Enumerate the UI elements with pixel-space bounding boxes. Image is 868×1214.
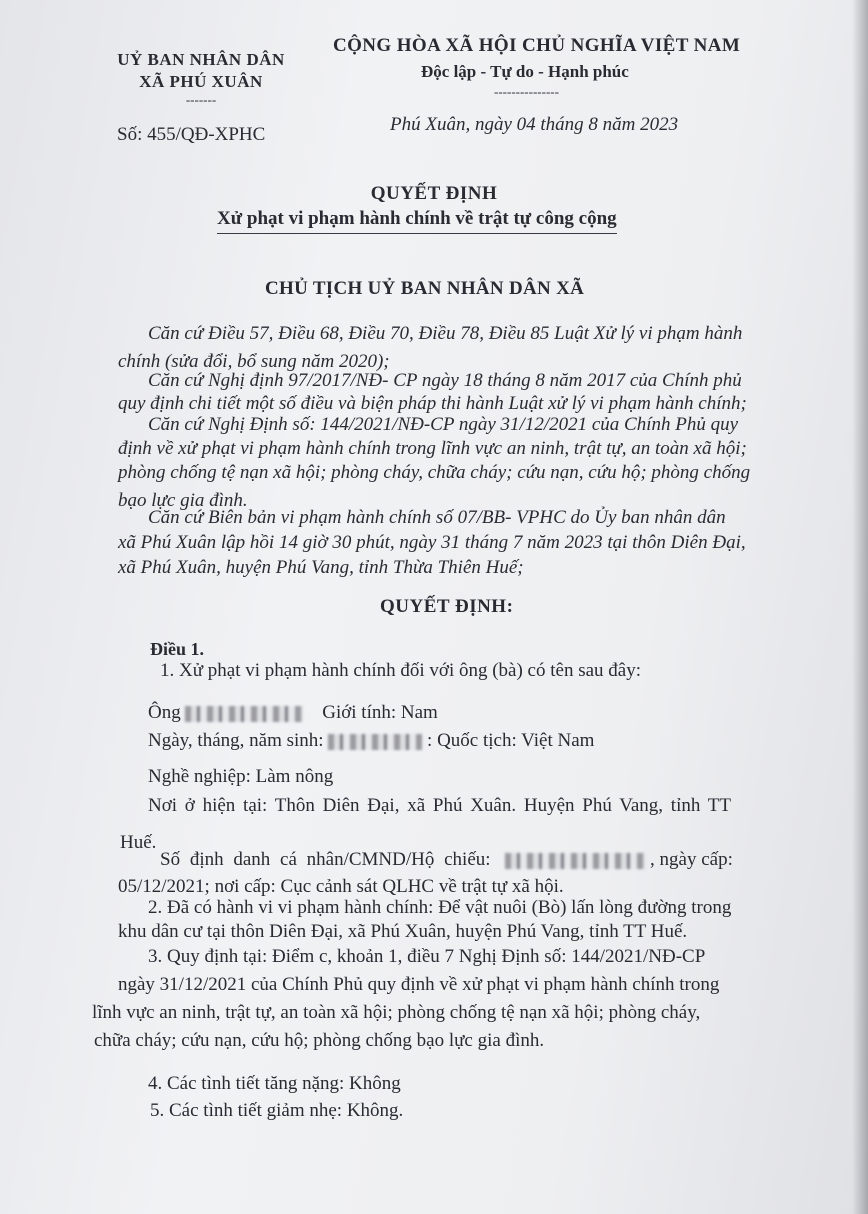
article-item-4: 4. Các tình tiết tăng nặng: Không [148, 1073, 401, 1094]
document-subtitle [217, 208, 617, 230]
document-heading: QUYẾT ĐỊNH [370, 183, 498, 204]
id-issue-line: 05/12/2021; nơi cấp: Cục cảnh sát QLHC về trật tự xã hội. [118, 876, 564, 897]
preamble-line: Căn cứ Điều 57, Điều 68, Điều 70, Điều 78, Điều 85 Luật Xử lý vi phạm hành [148, 323, 743, 344]
person-name-line [148, 702, 438, 724]
authority-heading: CHỦ TỊCH UỶ BAN NHÂN DÂN XÃ [265, 278, 585, 299]
redacted-dob [328, 734, 422, 750]
nationality: : Quốc tịch: Việt Nam [427, 730, 595, 751]
preamble-line: xã Phú Xuân, huyện Phú Vang, tỉnh Thừa Thiên Huế; [118, 557, 524, 578]
preamble-line: quy định chi tiết một số điều và biện pháp thi hành Luật xử lý vi phạm hành chính; [118, 393, 747, 414]
id-line [160, 849, 733, 871]
name-prefix: Ông [148, 702, 181, 723]
article-item-3-line4: chữa cháy; cứu nạn, cứu hộ; phòng chống bạo lực gia đình. [94, 1030, 545, 1051]
issuing-org-line2: XÃ PHÚ XUÂN [139, 72, 263, 91]
decision-date: Phú Xuân, ngày 04 tháng 8 năm 2023 [390, 114, 679, 135]
article-item-3-line2: ngày 31/12/2021 của Chính Phủ quy định về xử phạt vi phạm hành chính trong [118, 974, 720, 995]
gender: Giới tính: Nam [322, 702, 438, 723]
national-title: CỘNG HÒA XÃ HỘI CHỦ NGHĨA VIỆT NAM [333, 35, 741, 56]
redacted-id-number [505, 853, 645, 869]
article-item-3-line1: 3. Quy định tại: Điểm c, khoản 1, điều 7 Nghị Định số: 144/2021/NĐ-CP [148, 946, 706, 967]
document-subtitle-text: Xử phạt vi phạm hành chính về trật tự công cộng [217, 208, 617, 234]
national-motto-divider: --------------- [494, 84, 559, 99]
preamble-line: chính (sửa đổi, bổ sung năm 2020); [118, 351, 390, 372]
issuing-org-divider: ------- [185, 92, 217, 107]
article-label: Điều 1. [150, 639, 204, 659]
preamble-line: Căn cứ Biên bản vi phạm hành chính số 07/BB- VPHC do Ủy ban nhân dân [148, 507, 726, 528]
article-item-1: 1. Xử phạt vi phạm hành chính đối với ông (bà) có tên sau đây: [160, 660, 641, 681]
preamble-line: phòng chống tệ nạn xã hội; phòng cháy, chữa cháy; cứu nạn, cứu hộ; phòng chống [118, 462, 751, 483]
birth-nationality-line [148, 730, 594, 752]
national-motto: Độc lập - Tự do - Hạnh phúc [421, 62, 629, 81]
residence-line2: Huế. [120, 832, 157, 853]
article-item-2-line2: khu dân cư tại thôn Diên Đại, xã Phú Xuân, huyện Phú Vang, tỉnh TT Huế. [118, 921, 688, 942]
article-item-3-line3: lĩnh vực an ninh, trật tự, an toàn xã hội; phòng chống tệ nạn xã hội; phòng cháy, [92, 1002, 701, 1023]
article-item-2-line1: 2. Đã có hành vi vi phạm hành chính: Để vật nuôi (Bò) lấn lòng đường trong [148, 897, 732, 918]
preamble-line: bạo lực gia đình. [118, 490, 248, 511]
preamble-line: xã Phú Xuân lập hồi 14 giờ 30 phút, ngày 31 tháng 7 năm 2023 tại thôn Diên Đại, [118, 532, 746, 553]
article-item-5: 5. Các tình tiết giảm nhẹ: Không. [150, 1100, 404, 1121]
redacted-name [185, 706, 303, 722]
id-label: Số định danh cá nhân/CMND/Hộ chiếu: [160, 849, 491, 870]
issuing-org-line1: UỶ BAN NHÂN DÂN [117, 50, 285, 69]
preamble-line: Căn cứ Nghị Định số: 144/2021/NĐ-CP ngày 31/12/2021 của Chính Phủ quy [148, 414, 739, 435]
id-issue-label: , ngày cấp: [650, 849, 733, 870]
dob-label: Ngày, tháng, năm sinh: [148, 730, 324, 751]
preamble-line: Căn cứ Nghị định 97/2017/NĐ- CP ngày 18 tháng 8 năm 2017 của Chính phủ [148, 370, 742, 391]
preamble-line: định về xử phạt vi phạm hành chính trong lĩnh vực an ninh, trật tự, an toàn xã hội; [118, 438, 747, 459]
decision-heading: QUYẾT ĐỊNH: [380, 596, 514, 617]
decision-number: Số: 455/QĐ-XPHC [117, 124, 266, 145]
residence-line1: Nơi ở hiện tại: Thôn Diên Đại, xã Phú Xuân. Huyện Phú Vang, tỉnh TT [148, 795, 731, 816]
occupation: Nghề nghiệp: Làm nông [148, 766, 334, 787]
